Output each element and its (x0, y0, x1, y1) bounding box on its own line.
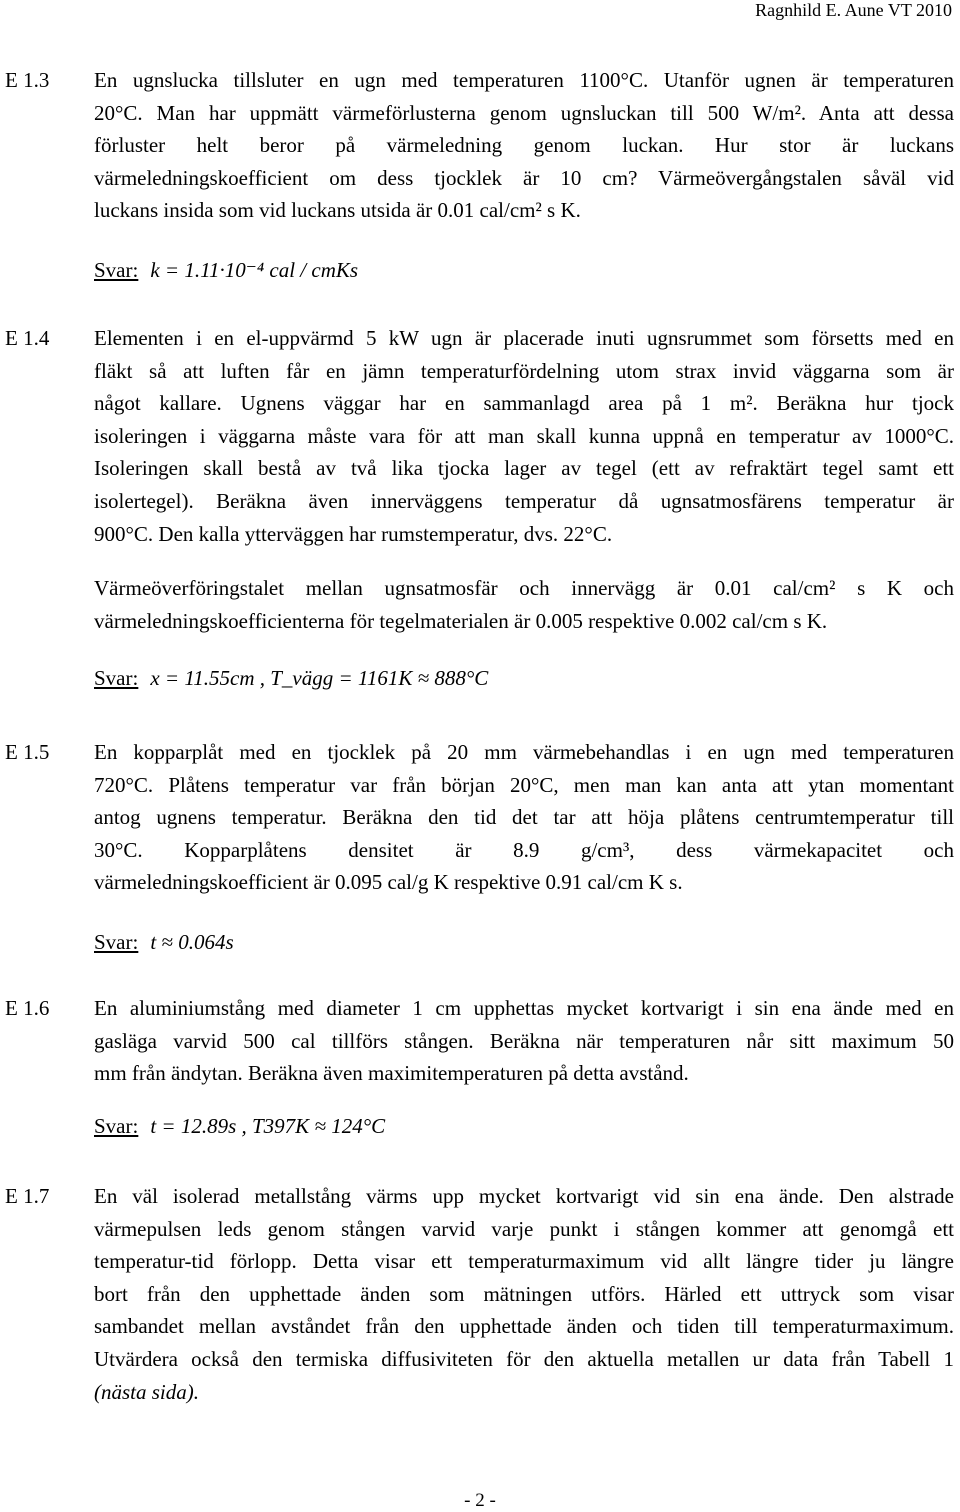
answer-formula: x = 11.55cm , T_vägg = 1161K ≈ 888°C (150, 666, 489, 690)
text-line: något kallare. Ugnens väggar har en sammanlagd area på 1 m². Beräkna hur tjock (94, 391, 954, 416)
exercise-text (94, 992, 954, 1090)
text-line: Utvärdera också den termiska diffusiviteten för den aktuella metallen ur data från Tabell 1 (94, 1346, 954, 1371)
text-line: En kopparplåt med en tjocklek på 20 mm värmebehandlas i en ugn med temperaturen (94, 740, 954, 764)
exercise-text (94, 1180, 954, 1408)
text-line: gasläga varvid 500 cal tillförs stången. Beräkna när temperaturen når sitt maximum 50 (94, 1028, 954, 1053)
answer (94, 930, 234, 955)
answer-label: Svar: (94, 666, 139, 690)
text-line: Elementen i en el-uppvärmd 5 kW ugn är placerade inuti ugnsrummet som försetts med en (94, 326, 954, 350)
answer (94, 666, 488, 691)
text-line: En väl isolerad metallstång värms upp mycket kortvarigt vid sin ena ände. Den alstrade (94, 1184, 954, 1208)
text-line: värmeledningskoefficient om dess tjocklek är 10 cm? Värmeövergångstalen såväl vid (94, 165, 954, 190)
exercise-text (94, 736, 954, 899)
text-line: bort från den upphettade änden som mätningen utförs. Härled ett uttryck som visar (94, 1281, 954, 1306)
text-line: En ugnslucka tillsluter en ugn med temperaturen 1100°C. Utanför ugnen är temperaturen (94, 68, 954, 92)
answer-formula: t = 12.89s , T397K ≈ 124°C (150, 1114, 386, 1138)
text-line: antog ugnens temperatur. Beräkna den tid det tar att höja plåtens centrumtemperatur till (94, 805, 954, 830)
text-line: förluster helt beror på värmeledning genom luckan. Hur stor är luckans (94, 133, 954, 158)
answer (94, 258, 358, 283)
answer-label: Svar: (94, 1114, 139, 1138)
exercise-label: E 1.5 (5, 740, 50, 764)
text-line: mm från ändytan. Beräkna även maximitemperaturen på detta avstånd. (94, 1061, 689, 1086)
text-line: En aluminiumstång med diameter 1 cm upphettas mycket kortvarigt i sin ena ände med en (94, 996, 954, 1020)
exercise-label: E 1.4 (5, 326, 50, 350)
answer (94, 1114, 385, 1139)
text-line: värmeledningskoefficienterna för tegelmaterialen är 0.005 respektive 0.002 cal/cm s K. (94, 608, 828, 633)
exercise-text (94, 322, 954, 550)
text-line: värmepulsen leds genom stången varvid varje punkt i stången kommer att genomgå ett (94, 1216, 954, 1241)
answer-formula: t ≈ 0.064s (150, 930, 234, 954)
text-line: fläkt så att luften får en jämn temperaturfördelning utom strax invid väggarna som är (94, 358, 954, 383)
text-line: 720°C. Plåtens temperatur var från början 20°C, men man kan anta att ytan momentant (94, 772, 954, 797)
text-line: luckans insida som vid luckans utsida är 0.01 cal/cm² s K. (94, 198, 581, 223)
text-line: 30°C. Kopparplåtens densitet är 8.9 g/cm³, dess värmekapacitet och (94, 837, 954, 862)
text-line: temperatur-tid förlopp. Detta visar ett temperaturmaximum vid allt längre tider ju längre (94, 1249, 954, 1274)
answer-formula: k = 1.11·10⁻⁴ cal / cmKs (150, 258, 359, 282)
page-number: - 2 - (464, 1490, 496, 1511)
page-header-author: Ragnhild E. Aune VT 2010 (755, 0, 952, 20)
text-line: Isoleringen skall bestå av två lika tjocka lager av tegel (ett av refraktärt tegel samt ett (94, 456, 954, 481)
exercise-label: E 1.3 (5, 68, 50, 92)
text-line: sambandet mellan avståndet från den upphettade änden och tiden till temperaturmaximum. (94, 1314, 954, 1339)
answer-label: Svar: (94, 258, 139, 282)
answer-label: Svar: (94, 930, 139, 954)
text-line: isoleringen i väggarna måste vara för att man skall kunna uppnå en temperatur av 1000°C. (94, 423, 954, 448)
exercise-label: E 1.7 (5, 1184, 50, 1208)
exercise-text (94, 572, 954, 637)
exercise-label: E 1.6 (5, 996, 50, 1020)
text-line: värmeledningskoefficient är 0.095 cal/g K respektive 0.91 cal/cm K s. (94, 870, 683, 895)
exercise-text (94, 64, 954, 227)
text-line: (nästa sida). (94, 1379, 199, 1404)
text-line: Värmeöverföringstalet mellan ugnsatmosfär och innervägg är 0.01 cal/cm² s K och (94, 576, 954, 600)
text-line: 20°C. Man har uppmätt värmeförlusterna genom ugnsluckan till 500 W/m². Anta att dessa (94, 100, 954, 125)
text-line: 900°C. Den kalla ytterväggen har rumstemperatur, dvs. 22°C. (94, 521, 613, 546)
text-line: isolertegel). Beräkna även innerväggens temperatur då ugnsatmosfärens temperatur är (94, 488, 954, 513)
